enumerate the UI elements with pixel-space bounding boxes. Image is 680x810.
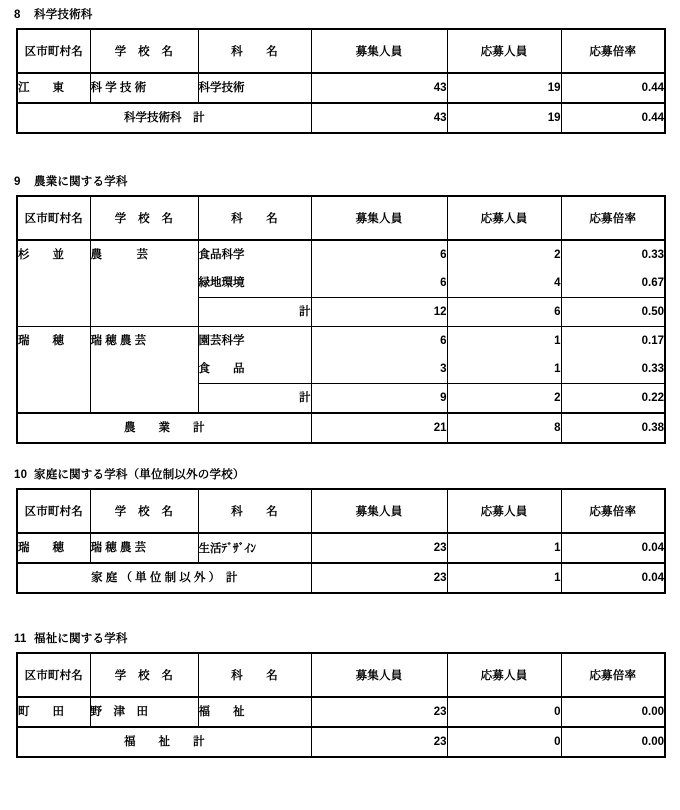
cell-city: 町 田 [17, 697, 90, 727]
header-ratio: 応募倍率 [561, 29, 665, 73]
cell-applicants: 1 [447, 355, 561, 384]
cell-ratio: 0.33 [561, 240, 665, 269]
total-recruit: 23 [311, 563, 447, 593]
cell-subject: 食 品 [198, 355, 311, 384]
header-ratio: 応募倍率 [561, 196, 665, 240]
cell-recruit: 23 [311, 697, 447, 727]
header-school: 学 校 名 [90, 489, 198, 533]
cell-school: 野 津 田 [90, 697, 198, 727]
section-number: 8 [14, 9, 21, 21]
subtotal-label: 計 [198, 384, 311, 414]
cell-school: 瑞 穂 農 芸 [90, 533, 198, 563]
subtotal-ratio: 0.50 [561, 298, 665, 327]
cell-applicants: 19 [447, 73, 561, 103]
total-recruit: 43 [311, 103, 447, 133]
table-row [17, 533, 665, 563]
header-applicants: 応募人員 [447, 29, 561, 73]
total-recruit: 23 [311, 727, 447, 757]
cell-subject: 生活ﾃﾞｻﾞｲﾝ [198, 533, 311, 563]
cell-city: 瑞 穂 [17, 327, 90, 414]
section-heading-text: 科学技術科 [34, 9, 93, 21]
cell-school: 瑞 穂 農 芸 [90, 327, 198, 414]
cell-recruit: 23 [311, 533, 447, 563]
subtotal-applicants: 2 [447, 384, 561, 414]
header-subject: 科 名 [198, 653, 311, 697]
header-ratio: 応募倍率 [561, 653, 665, 697]
total-applicants: 1 [447, 563, 561, 593]
table-row [17, 327, 665, 356]
cell-applicants: 2 [447, 240, 561, 269]
section-title [14, 175, 664, 190]
data-table [16, 28, 666, 134]
table-row [17, 240, 665, 269]
cell-ratio: 0.33 [561, 355, 665, 384]
cell-city: 瑞 穂 [17, 533, 90, 563]
table-header-row [17, 653, 665, 697]
section-home-economics [16, 468, 664, 594]
cell-subject: 園芸科学 [198, 327, 311, 356]
section-number: 11 [14, 633, 27, 645]
cell-recruit: 6 [311, 240, 447, 269]
header-subject: 科 名 [198, 29, 311, 73]
section-welfare [16, 632, 664, 758]
cell-subject: 科学技術 [198, 73, 311, 103]
subtotal-recruit: 9 [311, 384, 447, 414]
section-title [14, 632, 664, 647]
subtotal-label: 計 [198, 298, 311, 327]
section-number: 9 [14, 176, 21, 188]
cell-ratio: 0.67 [561, 269, 665, 298]
total-applicants: 19 [447, 103, 561, 133]
table-total-row [17, 103, 665, 133]
header-school: 学 校 名 [90, 196, 198, 240]
subtotal-recruit: 12 [311, 298, 447, 327]
data-table [16, 652, 666, 758]
table-total-row [17, 413, 665, 443]
section-heading-text: 農業に関する学科 [34, 176, 128, 188]
cell-subject: 食品科学 [198, 240, 311, 269]
total-label: 家 庭 （ 単 位 制 以 外 ） 計 [17, 563, 311, 593]
cell-school: 農 芸 [90, 240, 198, 327]
header-recruit: 募集人員 [311, 29, 447, 73]
section-title [14, 468, 664, 483]
header-applicants: 応募人員 [447, 196, 561, 240]
section-science-technology [16, 8, 664, 134]
header-city: 区市町村名 [17, 29, 90, 73]
table-row [17, 73, 665, 103]
cell-applicants: 1 [447, 533, 561, 563]
header-school: 学 校 名 [90, 653, 198, 697]
cell-ratio: 0.00 [561, 697, 665, 727]
data-table [16, 488, 666, 594]
cell-recruit: 6 [311, 269, 447, 298]
cell-ratio: 0.44 [561, 73, 665, 103]
cell-recruit: 43 [311, 73, 447, 103]
cell-applicants: 1 [447, 327, 561, 356]
total-ratio: 0.38 [561, 413, 665, 443]
header-applicants: 応募人員 [447, 653, 561, 697]
table-header-row [17, 29, 665, 73]
table-total-row [17, 563, 665, 593]
total-applicants: 8 [447, 413, 561, 443]
header-city: 区市町村名 [17, 196, 90, 240]
header-school: 学 校 名 [90, 29, 198, 73]
total-applicants: 0 [447, 727, 561, 757]
header-city: 区市町村名 [17, 653, 90, 697]
data-table [16, 195, 666, 444]
header-city: 区市町村名 [17, 489, 90, 533]
total-ratio: 0.44 [561, 103, 665, 133]
total-ratio: 0.04 [561, 563, 665, 593]
cell-ratio: 0.04 [561, 533, 665, 563]
subtotal-applicants: 6 [447, 298, 561, 327]
cell-city: 杉 並 [17, 240, 90, 327]
total-ratio: 0.00 [561, 727, 665, 757]
section-heading-text: 家庭に関する学科（単位制以外の学校） [34, 469, 245, 481]
cell-subject: 福 祉 [198, 697, 311, 727]
total-label: 福 祉 計 [17, 727, 311, 757]
total-recruit: 21 [311, 413, 447, 443]
cell-ratio: 0.17 [561, 327, 665, 356]
header-recruit: 募集人員 [311, 196, 447, 240]
cell-applicants: 0 [447, 697, 561, 727]
section-heading-text: 福祉に関する学科 [34, 633, 128, 645]
table-header-row [17, 196, 665, 240]
header-subject: 科 名 [198, 489, 311, 533]
section-number: 10 [14, 469, 28, 481]
table-header-row [17, 489, 665, 533]
section-agriculture [16, 175, 664, 444]
header-recruit: 募集人員 [311, 653, 447, 697]
cell-applicants: 4 [447, 269, 561, 298]
subtotal-ratio: 0.22 [561, 384, 665, 414]
cell-school: 科 学 技 術 [90, 73, 198, 103]
table-row [17, 697, 665, 727]
header-recruit: 募集人員 [311, 489, 447, 533]
total-label: 科学技術科 計 [17, 103, 311, 133]
header-applicants: 応募人員 [447, 489, 561, 533]
header-subject: 科 名 [198, 196, 311, 240]
cell-recruit: 6 [311, 327, 447, 356]
table-total-row [17, 727, 665, 757]
header-ratio: 応募倍率 [561, 489, 665, 533]
total-label: 農 業 計 [17, 413, 311, 443]
cell-subject: 緑地環境 [198, 269, 311, 298]
cell-recruit: 3 [311, 355, 447, 384]
cell-city: 江 東 [17, 73, 90, 103]
section-title [14, 8, 664, 23]
